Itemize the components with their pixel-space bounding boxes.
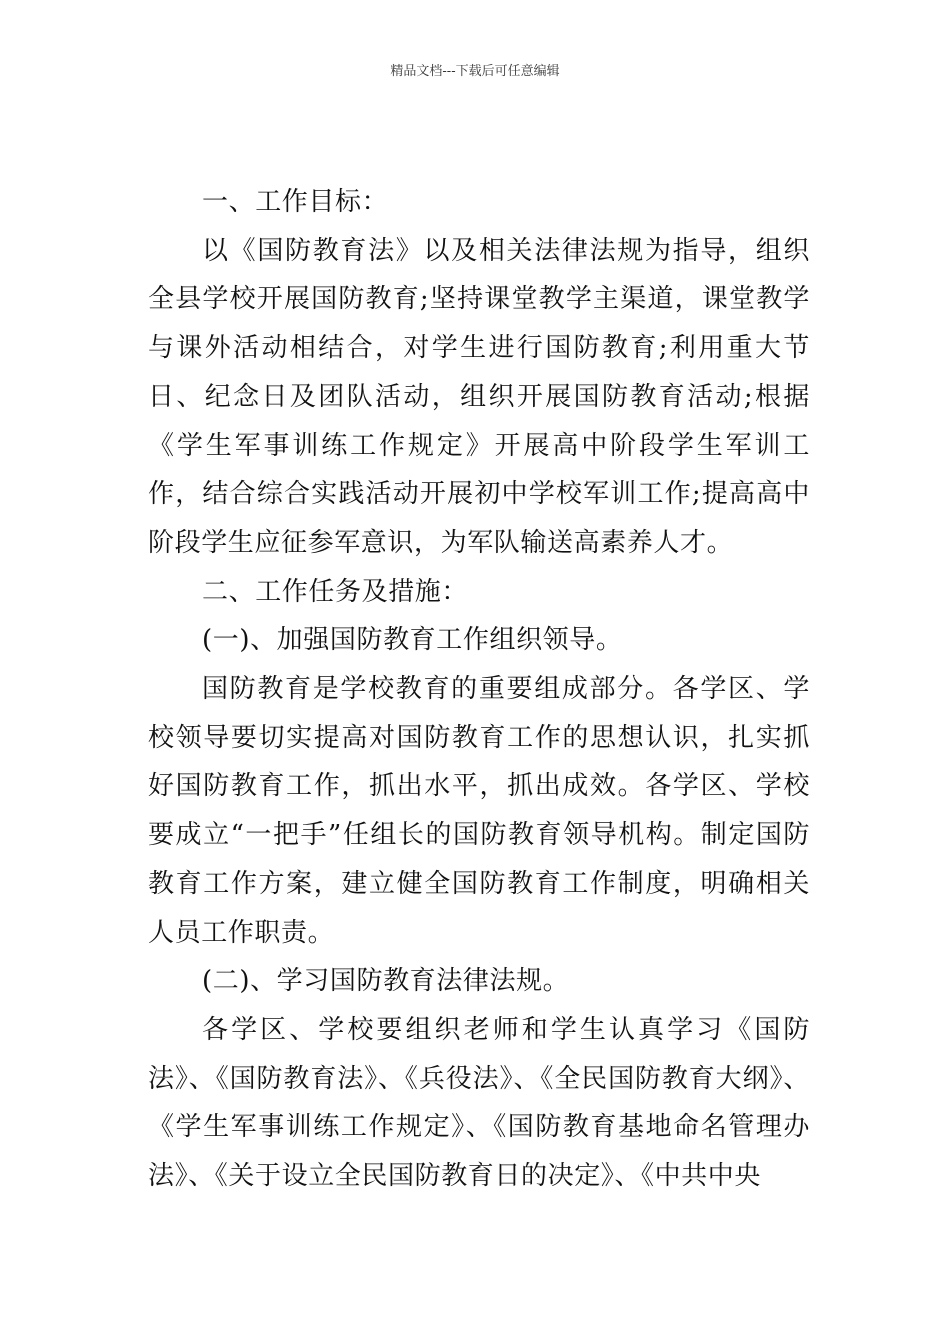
paragraph-leadership: 国防教育是学校教育的重要组成部分。各学区、学校领导要切实提高对国防教育工作的思想认识，扎实抓好国防教育工作，抓出水平，抓出成效。各学区、学校要成立“一把手”任组长的国防教育领导机构。制定国防教育工作方案，建立健全国防教育工作制度，明确相关人员工作职责。 <box>148 674 810 948</box>
page-header: 精品文档---下载后可任意编辑 <box>390 64 560 79</box>
paragraph-goals: 以《国防教育法》以及相关法律法规为指导，组织全县学校开展国防教育;坚持课堂教学主渠道，课堂教学与课外活动相结合，对学生进行国防教育;利用重大节日、纪念日及团队活动，组织开展国防教育活动;根据《学生军事训练工作规定》开展高中阶段学生军训工作，结合综合实践活动开展初中学校军训工作;提高高中阶段学生应征参军意识，为军队输送高素养人才。 <box>148 235 810 558</box>
section-heading-goals: 一、工作目标： <box>202 187 389 217</box>
section-heading-tasks: 二、工作任务及措施： <box>202 576 469 607</box>
subsection-heading-1: (一)、加强国防教育工作组织领导。 <box>202 625 623 656</box>
document-body <box>148 178 810 1201</box>
paragraph-laws: 各学区、学校要组织老师和学生认真学习《国防法》、《国防教育法》、《兵役法》、《全民国防教育大纲》、《学生军事训练工作规定》、《国防教育基地命名管理办法》、《关于设立全民国防教育日的决定》、《中共中央 <box>148 1014 810 1192</box>
subsection-heading-2: (二)、学习国防教育法律法规。 <box>202 966 570 997</box>
